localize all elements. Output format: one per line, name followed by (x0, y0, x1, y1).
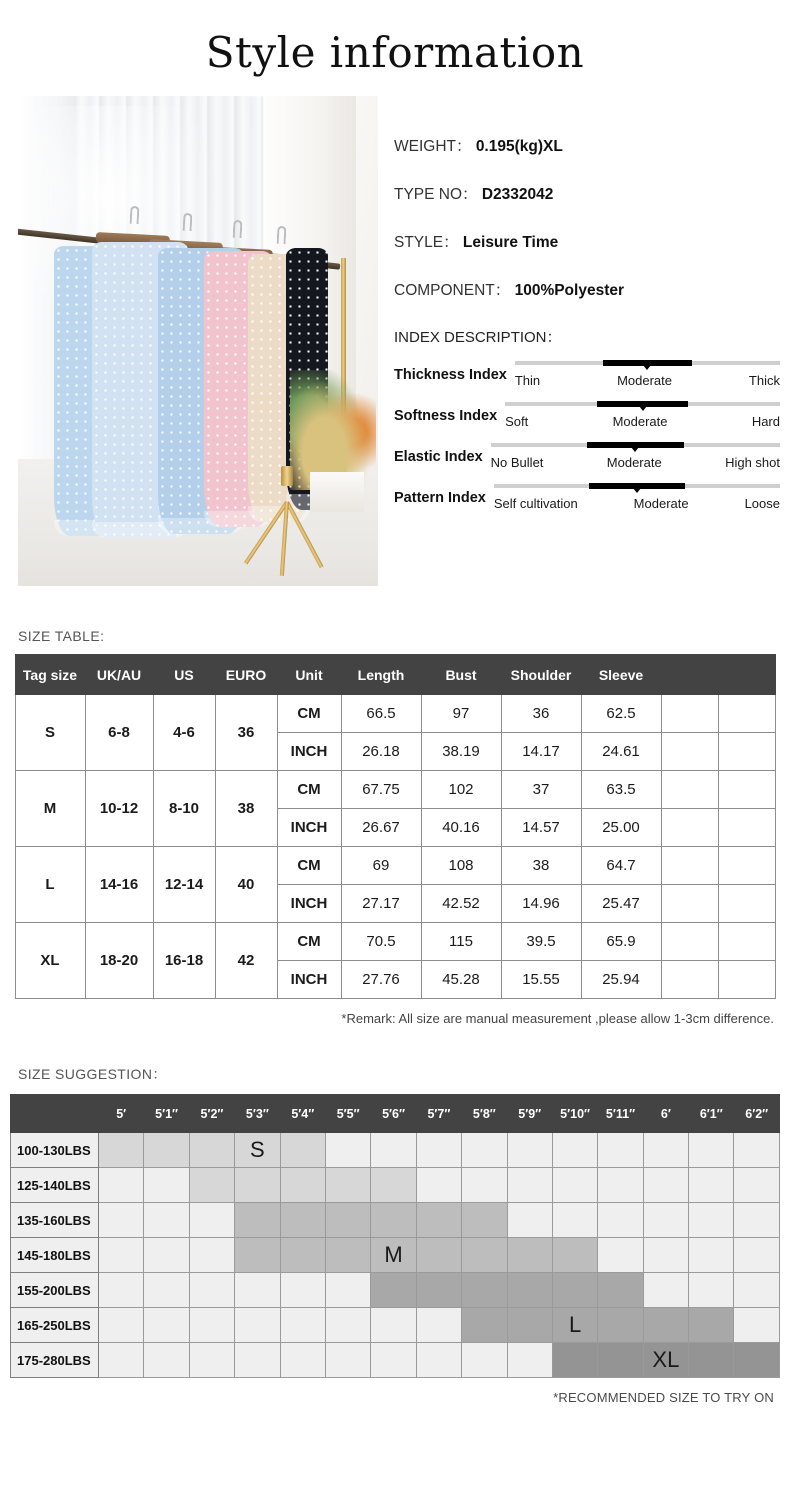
slider-track (494, 484, 780, 488)
cell-empty (718, 809, 775, 847)
size-table-header-row (15, 655, 775, 695)
grid-row (11, 1308, 780, 1343)
cell-shoulder: 38 (501, 847, 581, 885)
spec-weight (394, 134, 780, 156)
grid-cell (643, 1308, 688, 1343)
cell-empty (718, 885, 775, 923)
grid-cell (371, 1273, 416, 1308)
grid-height-header-11: 5′11″ (598, 1095, 643, 1133)
grid-cell (325, 1168, 370, 1203)
slider-marker-icon (631, 447, 639, 452)
grid-height-header-8: 5′8″ (462, 1095, 507, 1133)
table-row (15, 923, 775, 961)
cell-empty (661, 885, 718, 923)
slider-scale (505, 414, 780, 429)
grid-cell (689, 1168, 734, 1203)
cell-sleeve: 24.61 (581, 733, 661, 771)
size-suggestion-footnote: *RECOMMENDED SIZE TO TRY ON (553, 1390, 774, 1406)
grid-cell (144, 1168, 189, 1203)
cell-sleeve: 62.5 (581, 695, 661, 733)
grid-cell (416, 1203, 461, 1238)
grid-cell (235, 1203, 280, 1238)
grid-cell (643, 1238, 688, 1273)
grid-cell (325, 1238, 370, 1273)
index-row-pattern (394, 484, 780, 511)
product-photo (18, 96, 378, 586)
spec-weight-label: WEIGHT： (394, 138, 472, 156)
cell-euro: 38 (215, 771, 277, 847)
grid-cell (598, 1238, 643, 1273)
cell-bust: 45.28 (421, 961, 501, 999)
grid-cell (462, 1203, 507, 1238)
grid-cell (507, 1203, 552, 1238)
cell-shoulder: 37 (501, 771, 581, 809)
cell-tag-size: M (15, 771, 85, 847)
hanger-hook-icon (277, 226, 287, 244)
grid-cell (598, 1133, 643, 1168)
cell-length: 67.75 (341, 771, 421, 809)
slider-marker-icon (633, 488, 641, 493)
slider-label-left: No Bullet (490, 455, 544, 471)
grid-cell (552, 1308, 597, 1343)
cell-tag-size: XL (15, 923, 85, 999)
grid-cell (416, 1273, 461, 1308)
cell-bust: 108 (421, 847, 501, 885)
cell-tag-size: S (15, 695, 85, 771)
index-slider-elastic (483, 443, 780, 470)
grid-cell (325, 1273, 370, 1308)
slider-track (505, 402, 780, 406)
cell-unit: CM (277, 771, 341, 809)
grid-row (11, 1168, 780, 1203)
size-table-remark: *Remark: All size are manual measurement ,please allow 1-3cm difference. (341, 1011, 774, 1027)
cell-length: 27.17 (341, 885, 421, 923)
spec-list (378, 96, 790, 525)
grid-weight-label-6: 175-280LBS (11, 1343, 99, 1378)
grid-cell (734, 1308, 780, 1343)
slider-label-right: Hard (751, 414, 780, 430)
slider-label-left: Self cultivation (493, 496, 578, 512)
slider-marker-icon (639, 406, 647, 411)
grid-cell (280, 1273, 325, 1308)
grid-height-header-1: 5′1″ (144, 1095, 189, 1133)
grid-row (11, 1238, 780, 1273)
table-row (15, 771, 775, 809)
grid-cell (598, 1203, 643, 1238)
slider-scale (494, 496, 780, 511)
cell-length: 69 (341, 847, 421, 885)
cell-unit: CM (277, 847, 341, 885)
cell-shoulder: 15.55 (501, 961, 581, 999)
zone-label-xl: XL (652, 1347, 680, 1373)
hanger-hook-icon (233, 220, 243, 238)
cell-shoulder: 14.57 (501, 809, 581, 847)
grid-cell (689, 1273, 734, 1308)
index-slider-thickness (507, 361, 780, 388)
grid-cell (371, 1168, 416, 1203)
cell-us: 16-18 (153, 923, 215, 999)
grid-cell (235, 1133, 280, 1168)
grid-cell (507, 1343, 552, 1378)
grid-cell (325, 1308, 370, 1343)
slider-label-right: Loose (744, 496, 780, 512)
grid-height-header-12: 6′ (643, 1095, 688, 1133)
index-row-elastic (394, 443, 780, 470)
cell-empty (661, 733, 718, 771)
col-uk-au: UK/AU (85, 655, 153, 695)
grid-cell (99, 1133, 144, 1168)
cell-euro: 42 (215, 923, 277, 999)
index-description-title: INDEX DESCRIPTION： (394, 329, 562, 347)
grid-cell (99, 1238, 144, 1273)
col-shoulder: Shoulder (501, 655, 581, 695)
grid-weight-label-5: 165-250LBS (11, 1308, 99, 1343)
slider-label-left: Soft (505, 414, 529, 430)
grid-cell (462, 1273, 507, 1308)
grid-cell (371, 1308, 416, 1343)
cell-sleeve: 25.94 (581, 961, 661, 999)
grid-cell (598, 1343, 643, 1378)
grid-cell (598, 1168, 643, 1203)
cell-empty (661, 695, 718, 733)
cell-shoulder: 14.96 (501, 885, 581, 923)
grid-cell (598, 1308, 643, 1343)
index-label-pattern: Pattern Index (394, 490, 486, 507)
slider-label-right: Thick (748, 373, 780, 389)
grid-height-header-14: 6′2″ (734, 1095, 780, 1133)
grid-cell (144, 1133, 189, 1168)
spec-style (394, 230, 780, 252)
hanger-hook-icon (183, 213, 193, 231)
grid-cell (99, 1203, 144, 1238)
grid-cell (462, 1168, 507, 1203)
spec-style-value: Leisure Time (462, 234, 559, 252)
slider-label-middle: Moderate (612, 414, 668, 430)
grid-cell (552, 1343, 597, 1378)
cell-euro: 40 (215, 847, 277, 923)
col-sleeve: Sleeve (581, 655, 661, 695)
spec-style-label: STYLE： (394, 234, 459, 252)
cell-sleeve: 65.9 (581, 923, 661, 961)
col-us: US (153, 655, 215, 695)
cell-us: 8-10 (153, 771, 215, 847)
cell-empty (718, 771, 775, 809)
grid-row (11, 1343, 780, 1378)
grid-cell (325, 1203, 370, 1238)
grid-cell (144, 1308, 189, 1343)
size-suggestion-header-row (11, 1095, 780, 1133)
grid-cell (280, 1308, 325, 1343)
cell-length: 26.18 (341, 733, 421, 771)
cell-us: 4-6 (153, 695, 215, 771)
grid-cell (371, 1133, 416, 1168)
spec-component-label: COMPONENT： (394, 282, 511, 300)
cell-length: 27.76 (341, 961, 421, 999)
grid-cell (734, 1203, 780, 1238)
cell-empty (661, 847, 718, 885)
cell-bust: 115 (421, 923, 501, 961)
spec-component-value: 100%Polyester (514, 282, 625, 300)
cell-shoulder: 14.17 (501, 733, 581, 771)
grid-cell (280, 1133, 325, 1168)
grid-cell (371, 1238, 416, 1273)
grid-cell (280, 1203, 325, 1238)
grid-cell (189, 1203, 234, 1238)
cell-empty (661, 923, 718, 961)
cell-unit: INCH (277, 885, 341, 923)
grid-cell (462, 1308, 507, 1343)
grid-cell (507, 1308, 552, 1343)
grid-weight-label-2: 135-160LBS (11, 1203, 99, 1238)
cell-bust: 38.19 (421, 733, 501, 771)
grid-height-header-9: 5′9″ (507, 1095, 552, 1133)
grid-cell (235, 1238, 280, 1273)
cell-unit: CM (277, 695, 341, 733)
slider-scale (515, 373, 780, 388)
grid-cell (552, 1203, 597, 1238)
grid-cell (189, 1133, 234, 1168)
grid-cell (99, 1343, 144, 1378)
grid-cell (189, 1343, 234, 1378)
cell-sleeve: 25.47 (581, 885, 661, 923)
grid-cell (643, 1168, 688, 1203)
size-table-section (0, 628, 790, 1026)
grid-cell (552, 1238, 597, 1273)
grid-cell (280, 1168, 325, 1203)
grid-cell (99, 1168, 144, 1203)
grid-cell (462, 1238, 507, 1273)
cell-sleeve: 63.5 (581, 771, 661, 809)
grid-height-header-5: 5′5″ (325, 1095, 370, 1133)
col-length: Length (341, 655, 421, 695)
grid-cell (280, 1343, 325, 1378)
grid-height-header-13: 6′1″ (689, 1095, 734, 1133)
cell-shoulder: 36 (501, 695, 581, 733)
grid-cell (507, 1168, 552, 1203)
slider-track (491, 443, 780, 447)
spec-type-no-value: D2332042 (481, 186, 554, 204)
cell-empty (661, 961, 718, 999)
grid-cell (189, 1273, 234, 1308)
slider-marker-icon (643, 365, 651, 370)
grid-corner-cell (11, 1095, 99, 1133)
index-slider-softness (497, 402, 780, 429)
tripod-collar (281, 466, 293, 486)
cell-unit: INCH (277, 961, 341, 999)
cell-uk-au: 10-12 (85, 771, 153, 847)
spec-type-no (394, 182, 780, 204)
product-overview-section (0, 76, 790, 586)
slider-label-middle: Moderate (633, 496, 689, 512)
grid-cell (99, 1273, 144, 1308)
page-title: Style information (205, 28, 585, 77)
grid-cell (689, 1133, 734, 1168)
grid-cell (144, 1203, 189, 1238)
col-bust: Bust (421, 655, 501, 695)
grid-cell (144, 1273, 189, 1308)
grid-cell (734, 1168, 780, 1203)
grid-cell (416, 1168, 461, 1203)
grid-cell (416, 1238, 461, 1273)
zone-label-s: S (250, 1137, 265, 1163)
cell-length: 70.5 (341, 923, 421, 961)
cell-bust: 42.52 (421, 885, 501, 923)
grid-cell (734, 1133, 780, 1168)
cell-bust: 40.16 (421, 809, 501, 847)
col-tag-size: Tag size (15, 655, 85, 695)
grid-height-header-3: 5′3″ (235, 1095, 280, 1133)
grid-cell (462, 1133, 507, 1168)
slider-track (515, 361, 780, 365)
cell-bust: 97 (421, 695, 501, 733)
hanger-hook-icon (130, 206, 140, 224)
cell-unit: INCH (277, 809, 341, 847)
zone-label-l: L (568, 1312, 582, 1338)
grid-cell (189, 1238, 234, 1273)
index-row-thickness (394, 361, 780, 388)
grid-cell (371, 1343, 416, 1378)
size-suggestion-grid (10, 1094, 780, 1378)
index-label-elastic: Elastic Index (394, 449, 483, 466)
cell-length: 66.5 (341, 695, 421, 733)
index-slider-pattern (486, 484, 780, 511)
size-table-body (15, 695, 775, 999)
cell-empty (661, 771, 718, 809)
grid-cell (598, 1273, 643, 1308)
cell-length: 26.67 (341, 809, 421, 847)
index-label-softness: Softness Index (394, 408, 498, 425)
grid-cell (507, 1133, 552, 1168)
grid-cell (552, 1273, 597, 1308)
grid-cell (643, 1203, 688, 1238)
cell-uk-au: 6-8 (85, 695, 153, 771)
grid-cell (734, 1343, 780, 1378)
photo-rack-tripod (241, 466, 331, 576)
size-suggestion-body (11, 1133, 780, 1378)
grid-row (11, 1133, 780, 1168)
spec-component (394, 278, 780, 300)
slider-label-left: Thin (514, 373, 541, 389)
grid-cell (734, 1273, 780, 1308)
index-label-thickness: Thickness Index (394, 367, 507, 384)
slider-label-middle: Moderate (606, 455, 662, 471)
grid-cell (507, 1273, 552, 1308)
cell-tag-size: L (15, 847, 85, 923)
grid-cell (144, 1343, 189, 1378)
grid-height-header-6: 5′6″ (371, 1095, 416, 1133)
grid-cell (144, 1238, 189, 1273)
cell-sleeve: 64.7 (581, 847, 661, 885)
zone-label-m: M (384, 1242, 403, 1268)
grid-cell (552, 1168, 597, 1203)
grid-cell (371, 1203, 416, 1238)
grid-row (11, 1273, 780, 1308)
grid-cell (689, 1343, 734, 1378)
grid-height-header-0: 5′ (99, 1095, 144, 1133)
grid-cell (235, 1273, 280, 1308)
cell-empty (718, 847, 775, 885)
cell-euro: 36 (215, 695, 277, 771)
cell-uk-au: 18-20 (85, 923, 153, 999)
grid-cell (416, 1343, 461, 1378)
grid-cell (643, 1133, 688, 1168)
grid-cell (734, 1238, 780, 1273)
grid-weight-label-3: 145-180LBS (11, 1238, 99, 1273)
grid-cell (643, 1273, 688, 1308)
table-row (15, 695, 775, 733)
tripod-leg (285, 501, 323, 568)
grid-cell (643, 1343, 688, 1378)
cell-empty (718, 695, 775, 733)
col-euro: EURO (215, 655, 277, 695)
grid-cell (689, 1308, 734, 1343)
cell-empty (718, 961, 775, 999)
grid-cell (552, 1133, 597, 1168)
spec-weight-value: 0.195(kg)XL (475, 138, 563, 156)
grid-height-header-7: 5′7″ (416, 1095, 461, 1133)
cell-us: 12-14 (153, 847, 215, 923)
cell-unit: CM (277, 923, 341, 961)
grid-cell (189, 1168, 234, 1203)
cell-empty (718, 733, 775, 771)
cell-empty (661, 809, 718, 847)
grid-cell (507, 1238, 552, 1273)
size-suggestion-caption: SIZE SUGGESTION： (18, 1066, 167, 1083)
grid-cell (325, 1133, 370, 1168)
col-empty-1 (661, 655, 718, 695)
grid-cell (416, 1308, 461, 1343)
index-row-softness (394, 402, 780, 429)
cell-unit: INCH (277, 733, 341, 771)
grid-weight-label-1: 125-140LBS (11, 1168, 99, 1203)
grid-cell (235, 1308, 280, 1343)
col-empty-2 (718, 655, 775, 695)
grid-cell (235, 1168, 280, 1203)
grid-height-header-4: 5′4″ (280, 1095, 325, 1133)
slider-label-right: High shot (725, 455, 780, 471)
table-row (15, 847, 775, 885)
grid-row (11, 1203, 780, 1238)
grid-weight-label-4: 155-200LBS (11, 1273, 99, 1308)
grid-height-header-2: 5′2″ (189, 1095, 234, 1133)
cell-shoulder: 39.5 (501, 923, 581, 961)
cell-uk-au: 14-16 (85, 847, 153, 923)
cell-sleeve: 25.00 (581, 809, 661, 847)
grid-cell (189, 1308, 234, 1343)
slider-scale (491, 455, 780, 470)
cell-bust: 102 (421, 771, 501, 809)
size-suggestion-section (0, 1064, 790, 1405)
size-table (15, 654, 776, 999)
size-table-caption: SIZE TABLE: (18, 628, 105, 645)
grid-cell (462, 1343, 507, 1378)
grid-height-header-10: 5′10″ (552, 1095, 597, 1133)
slider-label-middle: Moderate (617, 373, 672, 389)
grid-cell (689, 1238, 734, 1273)
grid-cell (689, 1203, 734, 1238)
col-unit: Unit (277, 655, 341, 695)
cell-empty (718, 923, 775, 961)
spec-type-no-label: TYPE NO： (394, 186, 478, 204)
grid-cell (99, 1308, 144, 1343)
grid-cell (235, 1343, 280, 1378)
grid-cell (325, 1343, 370, 1378)
grid-weight-label-0: 100-130LBS (11, 1133, 99, 1168)
grid-cell (280, 1238, 325, 1273)
grid-cell (416, 1133, 461, 1168)
